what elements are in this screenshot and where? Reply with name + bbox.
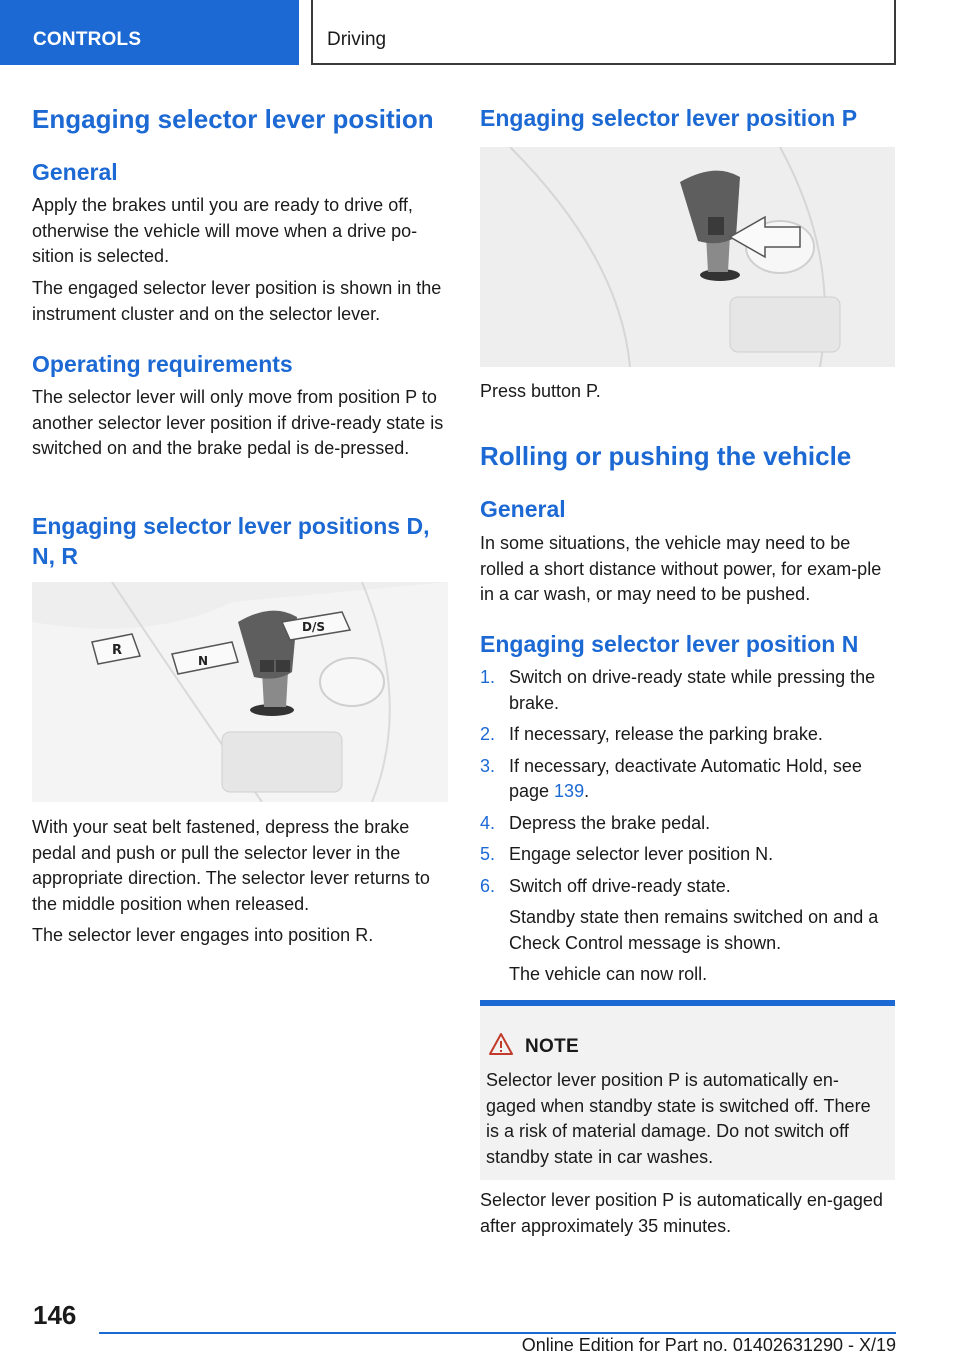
note-box [480,1000,895,1180]
label-ds: D/S [302,620,325,634]
rolling-heading: Rolling or pushing the vehicle [480,441,852,471]
page-link[interactable]: 139 [554,781,585,801]
rolling-general-heading: General [480,496,566,522]
dnr-heading: Engaging selector lever positions D, N, R [32,513,430,569]
note-title: NOTE [525,1036,579,1057]
label-n: N [198,654,209,668]
steps-list [480,665,898,994]
step-item: 4. Depress the brake pedal. [480,812,711,833]
rolling-general-paragraph: In some situations, the vehicle may need to be rolled a short distance without power, for exam-ple in a car wash, or may need to be pushed. [480,533,882,604]
selector-lever-p-illustration [480,147,895,367]
step-item: 6. Switch off drive-ready state. Standby state then remains switched on and a Check Control message is shown. The vehicle can now roll. [480,875,879,984]
step-item: 5. Engage selector lever position N. [480,844,774,864]
page-number: 146 [33,1300,77,1330]
p-heading: Engaging selector lever position P [480,105,858,131]
note-text: Selector lever position P is automatically en-gaged when standby state is switched off. There is a risk of material damage. Do not switch off standby state in car washes. [486,1070,871,1167]
section-title: CONTROLS [33,29,142,50]
warning-icon [488,1032,514,1061]
dnr-paragraph-1: With your seat belt fastened, depress the brake pedal and push or pull the selector lever in the appropriate direction. The selector lever returns to the middle position when released. [32,817,430,914]
general-heading: General [32,159,118,185]
main-heading: Engaging selector lever position [32,104,434,134]
general-paragraph-1: Apply the brakes until you are ready to drive off, otherwise the vehicle will move when a drive po-sition is selected. [32,195,418,266]
final-paragraph: Selector lever position P is automatically en-gaged after approximately 35 minutes. [480,1190,883,1236]
selector-lever-dnr-illustration [32,582,448,802]
step-item: 3. If necessary, deactivate Automatic Hold, see page 139. [480,755,862,801]
step-item: 2. If necessary, release the parking brake. [480,724,823,744]
general-paragraph-2: The engaged selector lever position is shown in the instrument cluster and on the selector lever. [32,278,442,324]
step-item: 1. Switch on drive-ready state while pressing the brake. [480,667,876,713]
dnr-paragraph-2: The selector lever engages into position R. [32,925,374,945]
p-caption: Press button P. [480,381,601,401]
label-r: R [112,643,123,658]
footer-edition: Online Edition for Part no. 01402631290 - X/19 [521,1335,896,1355]
requirements-heading: Operating requirements [32,351,293,377]
requirements-paragraph: The selector lever will only move from position P to another selector lever position if drive-ready state is switched on and the brake pedal is de-pressed. [32,387,444,458]
n-heading: Engaging selector lever position N [480,631,859,657]
footer-divider [99,1332,896,1334]
chapter-box [311,0,896,65]
section-tab [0,0,299,65]
chapter-title: Driving [327,29,387,50]
